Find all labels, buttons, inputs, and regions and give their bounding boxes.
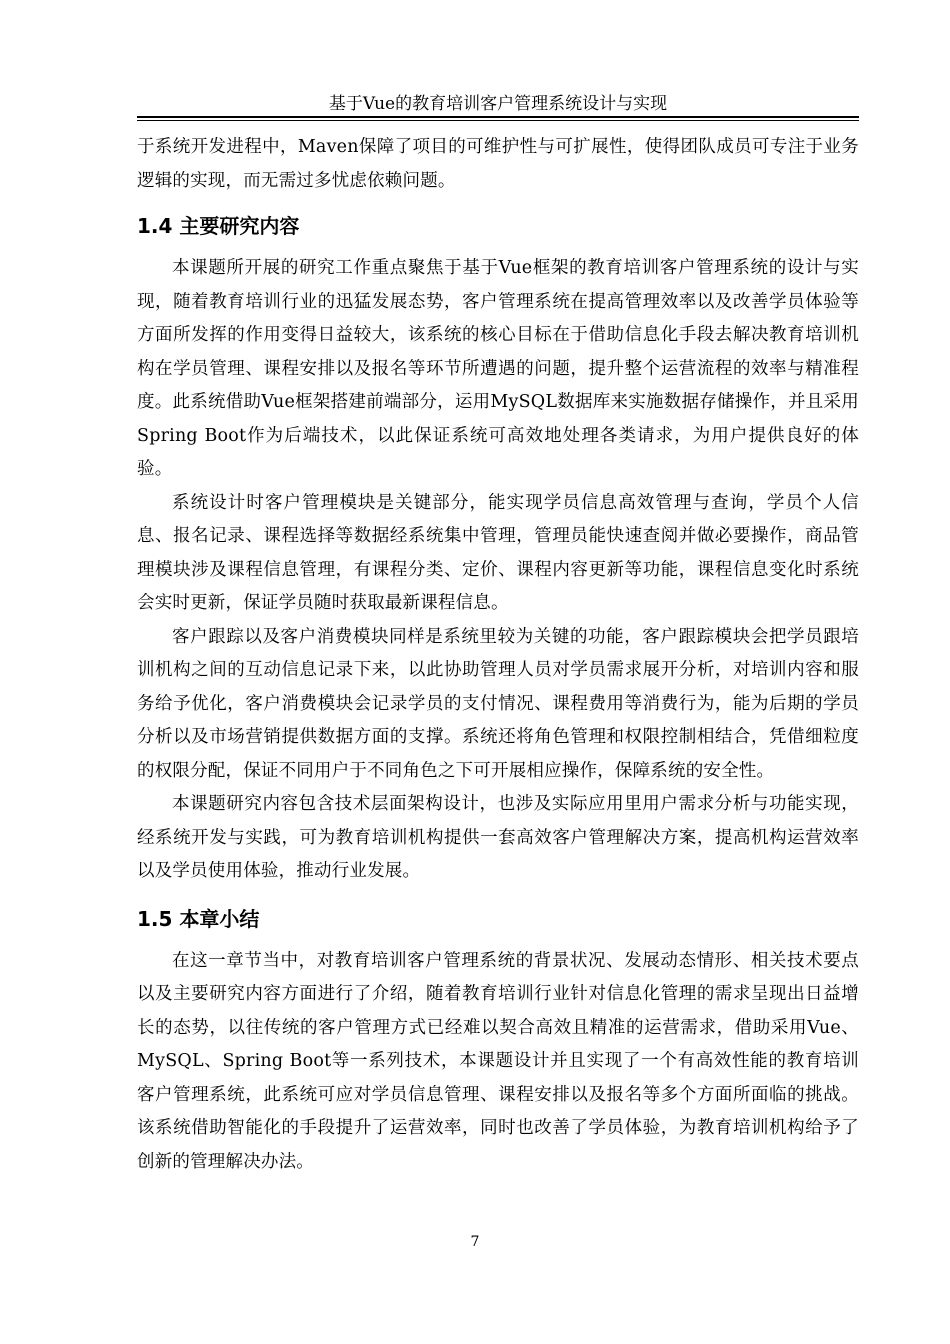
section-1-4-paragraph: 本课题研究内容包含技术层面架构设计，也涉及实际应用里用户需求分析与功能实现，经系统开发与实践，可为教育培训机构提供一套高效客户管理解决方案，提高机构运营效率以及学员使用体验，推动行业发展。 [137,794,859,881]
body-content [137,131,859,1179]
section-1-4-paragraph: 系统设计时客户管理模块是关键部分，能实现学员信息高效管理与查询，学员个人信息、报名记录、课程选择等数据经系统集中管理，管理员能快速查阅并做必要操作，商品管理模块涉及课程信息管理，有课程分类、定价、课程内容更新等功能，课程信息变化时系统会实时更新，保证学员随时获取最新课程信息。 [137,492,859,613]
header-rule-thick [137,116,859,118]
running-header: 基于Vue的教育培训客户管理系统设计与实现 [328,94,668,114]
section-1-4-paragraph: 客户跟踪以及客户消费模块同样是系统里较为关键的功能，客户跟踪模块会把学员跟培训机构之间的互动信息记录下来，以此协助管理人员对学员需求展开分析，对培训内容和服务给予优化，客户消费模块会记录学员的支付情况、课程费用等消费行为，能为后期的学员分析以及市场营销提供数据方面的支撑。系统还将角色管理和权限控制相结合，凭借细粒度的权限分配，保证不同用户于不同角色之下可开展相应操作，保障系统的安全性。 [137,626,859,781]
section-heading-1-5: 1.5 本章小结 [137,906,260,931]
continuation-paragraph: 于系统开发进程中，Maven保障了项目的可维护性与可扩展性，使得团队成员可专注于业务逻辑的实现，而无需过多忧虑依赖问题。 [137,137,859,191]
section-1-4-paragraph: 本课题所开展的研究工作重点聚焦于基于Vue框架的教育培训客户管理系统的设计与实现，随着教育培训行业的迅猛发展态势，客户管理系统在提高管理效率以及改善学员体验等方面所发挥的作用变得日益较大，该系统的核心目标在于借助信息化手段去解决教育培训机构在学员管理、课程安排以及报名等环节所遭遇的问题，提升整个运营流程的效率与精准程度。此系统借助Vue框架搭建前端部分，运用MySQL数据库来实施数据存储操作，并且采用Spring Boot作为后端技术，以此保证系统可高效地处理各类请求，为用户提供良好的体验。 [137,258,859,479]
page-number: 7 [470,1234,480,1250]
section-heading-1-4: 1.4 主要研究内容 [137,214,300,238]
section-1-5-paragraph: 在这一章节当中，对教育培训客户管理系统的背景状况、发展动态情形、相关技术要点以及主要研究内容方面进行了介绍，随着教育培训行业针对信息化管理的需求呈现出日益增长的态势，以往传统的客户管理方式已经难以契合高效且精准的运营需求，借助采用Vue、MySQL、Spring Boot等一系列技术，本课题设计并且实现了一个有高效性能的教育培训客户管理系统，此系统可应对学员信息管理、课程安排以及报名等多个方面所面临的挑战。该系统借助智能化的手段提升了运营效率，同时也改善了学员体验，为教育培训机构给予了创新的管理解决办法。 [137,950,859,1172]
header-rule-thin [137,120,859,121]
